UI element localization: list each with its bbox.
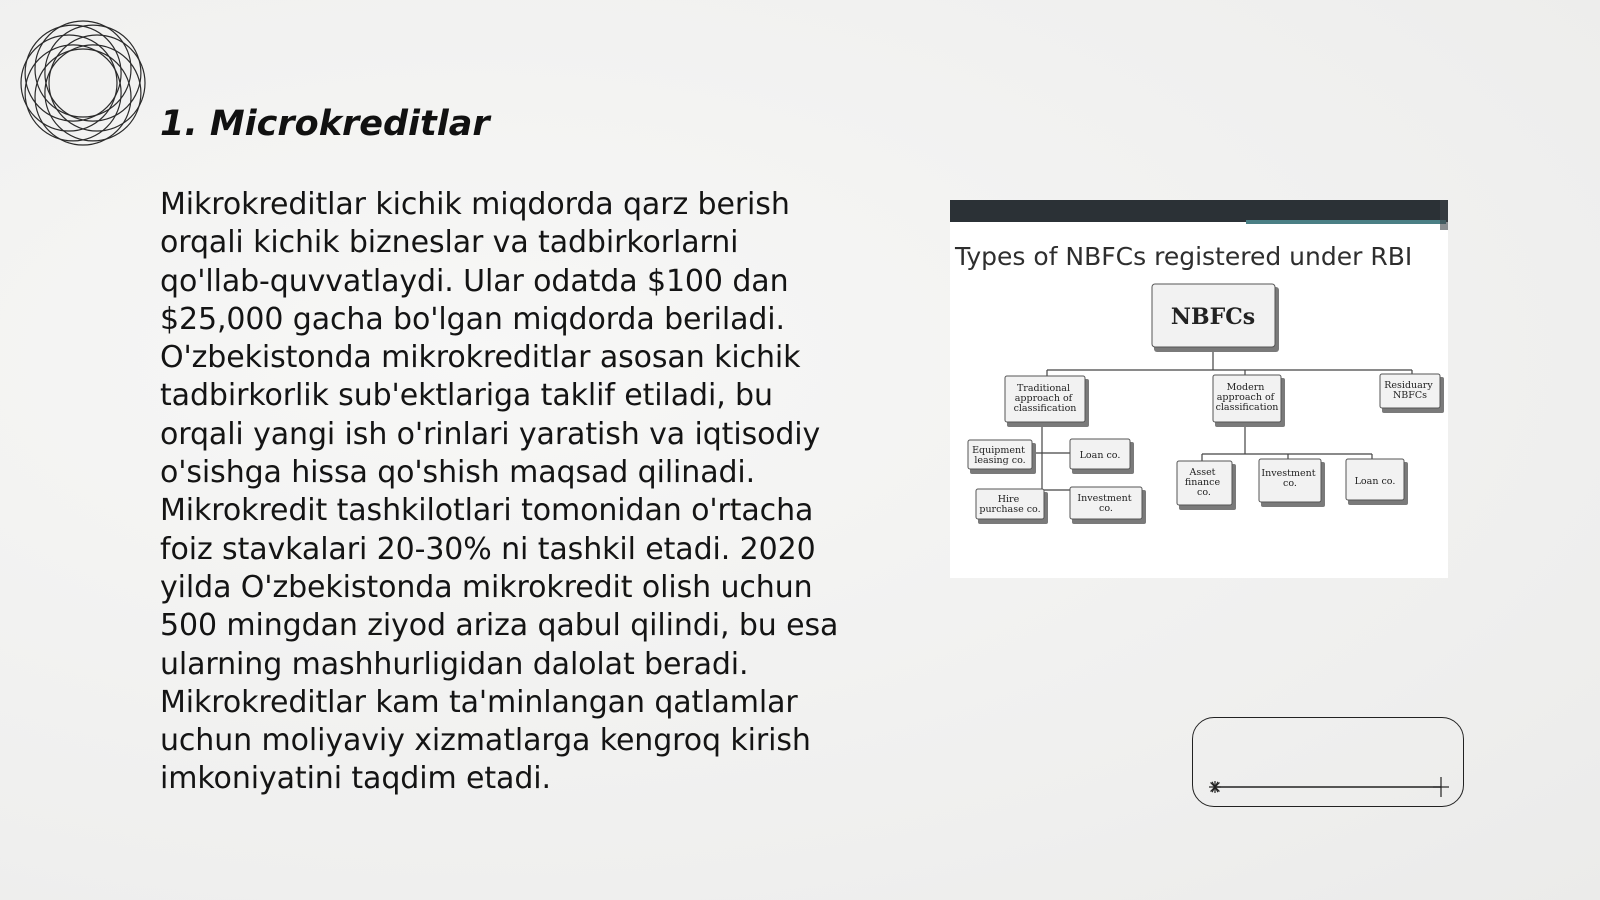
slide-title: 1. Microkreditlar — [160, 104, 490, 144]
org-traditional-line-2: approach of — [1014, 393, 1073, 404]
decorative-ring — [45, 25, 141, 121]
timeline-decoration-box — [1192, 717, 1464, 807]
org-node-modern — [1213, 375, 1285, 427]
slide-body-text: Mikrokreditlar kichik miqdorda qarz berish orqali kichik bizneslar va tadbirkorlarni qo'llab-quvvatlaydi. Ular odatda $100 dan $25,000 gacha bo'lgan miqdorda beriladi. O'zbekistonda mikrokreditlar asosan kichik tadbirkorlik sub'ektlariga taklif etiladi, bu orqali yangi ish o'rinlari yaratish va iqtisodiy o'sishga hissa qo'shish maqsad qilinadi. Mikrokredit tashkilotlari tomonidan o'rtacha foiz stavkalari 20-30% ni tashkil etadi. 2020 yilda O'zbekistonda mikrokredit olish uchun 500 mingdan ziyod ariza qabul qilindi, bu esa ularning mashhurligidan dalolat beradi. Mikrokreditlar kam ta'minlangan qatlamlar uchun moliyaviy xizmatlarga kengroq kirish imkoniyatini taqdim etadi. — [160, 187, 839, 797]
org-node-equipment-leasing — [968, 440, 1036, 474]
org-root-label: NBFCs — [1170, 304, 1256, 330]
nbfc-figure — [950, 200, 1448, 578]
org-node-hire-purchase — [976, 489, 1048, 524]
org-node-investment-co-modern — [1259, 459, 1325, 507]
org-asset-line-2: finance — [1184, 477, 1221, 488]
org-modern-line-2: approach of — [1216, 392, 1275, 403]
org-residuary-line-2: NBFCs — [1392, 390, 1428, 401]
decorative-ring — [25, 25, 121, 121]
org-node-loan-co-traditional — [1070, 439, 1134, 474]
svg-text:Equipment leasing co — [972, 445, 1028, 466]
org-investment-modern-line-2: co. — [1283, 478, 1297, 489]
org-residuary-line-1: Residuary — [1384, 380, 1433, 391]
org-node-asset-finance — [1177, 461, 1236, 510]
org-equipment-line-1: Equipment — [972, 445, 1025, 456]
org-equipment-line-2: leasing co. — [974, 455, 1026, 466]
decorative-ring — [45, 45, 141, 141]
org-node-residuary — [1380, 374, 1444, 413]
org-investment-traditional-line-1: Investment — [1077, 493, 1132, 504]
svg-text:Loan co. — [1355, 476, 1396, 487]
org-investment-traditional-line-2: co. — [1099, 503, 1113, 514]
org-traditional-line-3: classification — [1013, 403, 1077, 414]
figure-title: Types of NBFCs registered under RBI — [955, 242, 1413, 271]
org-traditional-line-1: Traditional — [1016, 383, 1071, 394]
org-node-loan-co-modern — [1346, 459, 1408, 505]
decorative-ring — [21, 35, 117, 131]
decorative-ring — [49, 35, 145, 131]
org-asset-line-1: Asset — [1189, 467, 1216, 478]
org-hire-line-1: Hire — [997, 494, 1020, 505]
svg-text:Traditional approach — [1014, 383, 1077, 414]
org-modern-line-1: Modern — [1226, 382, 1265, 393]
org-loan-modern-label: Loan co. — [1354, 476, 1396, 487]
decorative-circles-icon — [8, 8, 158, 158]
org-asset-line-3: co. — [1197, 487, 1211, 498]
decorative-ring — [25, 45, 121, 141]
timeline-line — [1193, 718, 1463, 806]
org-modern-line-3: classification — [1215, 402, 1279, 413]
org-hire-line-2: purchase co. — [979, 504, 1041, 515]
org-node-traditional — [1005, 376, 1089, 427]
org-node-root — [1152, 284, 1279, 352]
org-node-investment-co-traditional — [1070, 487, 1146, 524]
nbfc-org-chart — [950, 200, 1448, 578]
org-investment-modern-line-1: Investment — [1261, 468, 1316, 479]
decorative-ring — [35, 49, 131, 145]
sparkle-icon — [1433, 777, 1449, 797]
sunburst-icon — [1209, 781, 1221, 793]
svg-text:Loan co. — [1080, 450, 1121, 461]
org-loan-traditional-label: Loan co. — [1079, 450, 1121, 461]
decorative-ring — [35, 21, 131, 117]
